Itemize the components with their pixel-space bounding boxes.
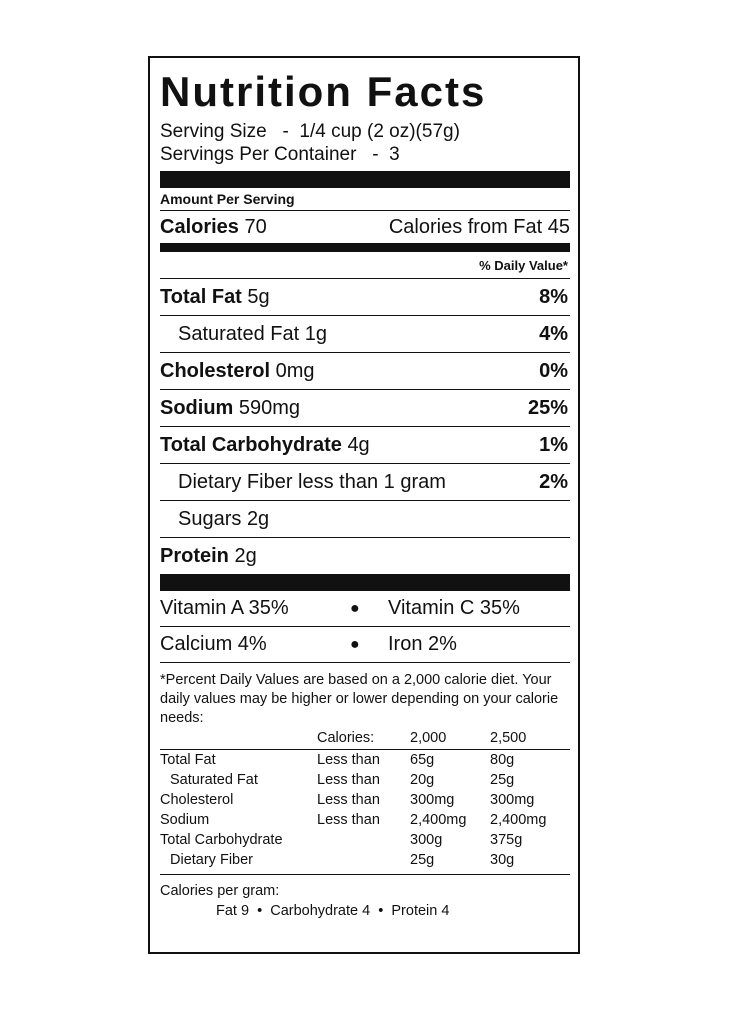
- calories-label: Calories: [160, 215, 239, 238]
- nutrient-row-dietary-fiber: Dietary Fiber less than 1 gram 2%: [178, 470, 568, 493]
- nutrient-row-sodium: Sodium 590mg 25%: [160, 396, 568, 419]
- thick-divider: [160, 171, 570, 188]
- calories-from-fat: Calories from Fat 45: [388, 215, 570, 238]
- nutrient-row-total-fat: Total Fat 5g 8%: [160, 285, 568, 308]
- medium-divider: [160, 243, 570, 252]
- amount-per-serving: Amount Per Serving: [160, 191, 295, 207]
- calories-value: 70: [244, 215, 267, 238]
- table-row: Cholesterol Less than 300mg 300mg: [160, 792, 535, 808]
- nutrient-pct: 0%: [539, 359, 568, 382]
- nutrient-pct: 25%: [527, 396, 568, 419]
- table-row: Total Carbohydrate 300g 375g: [160, 832, 523, 848]
- daily-value-table: [160, 728, 570, 874]
- table-row: Dietary Fiber 25g 30g: [170, 852, 515, 868]
- nutrient-row-sugars: Sugars 2g: [178, 507, 270, 530]
- nutrient-row-saturated-fat: Saturated Fat 1g 4%: [178, 322, 568, 345]
- nutrient-row-protein: Protein 2g: [160, 544, 257, 567]
- nutrient-pct: 4%: [539, 322, 568, 345]
- vitamin-row: Calcium 4% ● Iron 2%: [160, 633, 457, 655]
- nutrient-row-cholesterol: Cholesterol 0mg 0%: [160, 359, 568, 382]
- table-header: Calories: 2,000 2,500: [317, 730, 527, 746]
- nutrient-pct: 1%: [539, 433, 568, 456]
- nutrient-pct: 2%: [539, 470, 568, 493]
- nutrition-facts-label: [148, 56, 580, 954]
- bullet-icon: ●: [350, 635, 360, 653]
- calories-per-gram: Calories per gram: Fat 9 • Carbohydrate 4 • Protein 4: [160, 883, 450, 919]
- table-row: Sodium Less than 2,400mg 2,400mg: [160, 812, 547, 828]
- daily-value-header: % Daily Value*: [479, 257, 568, 273]
- nutrient-pct: 8%: [539, 285, 568, 308]
- nutrient-row-total-carbohydrate: Total Carbohydrate 4g 1%: [160, 433, 568, 456]
- servings-per-container: Servings Per Container - 3: [160, 144, 400, 165]
- vitamin-row: Vitamin A 35% ● Vitamin C 35%: [160, 597, 520, 619]
- serving-size: Serving Size - 1/4 cup (2 oz)(57g): [160, 121, 460, 142]
- footnote: *Percent Daily Values are based on a 2,000 calorie diet. Your daily values may be higher or lower depending on your calorie needs:: [160, 672, 559, 726]
- table-row: Total Fat Less than 65g 80g: [160, 752, 515, 768]
- thick-divider: [160, 574, 570, 591]
- table-row: Saturated Fat Less than 20g 25g: [170, 772, 515, 788]
- calories-row: [160, 211, 570, 243]
- label-title: Nutrition Facts: [160, 68, 487, 115]
- bullet-icon: ●: [350, 599, 360, 617]
